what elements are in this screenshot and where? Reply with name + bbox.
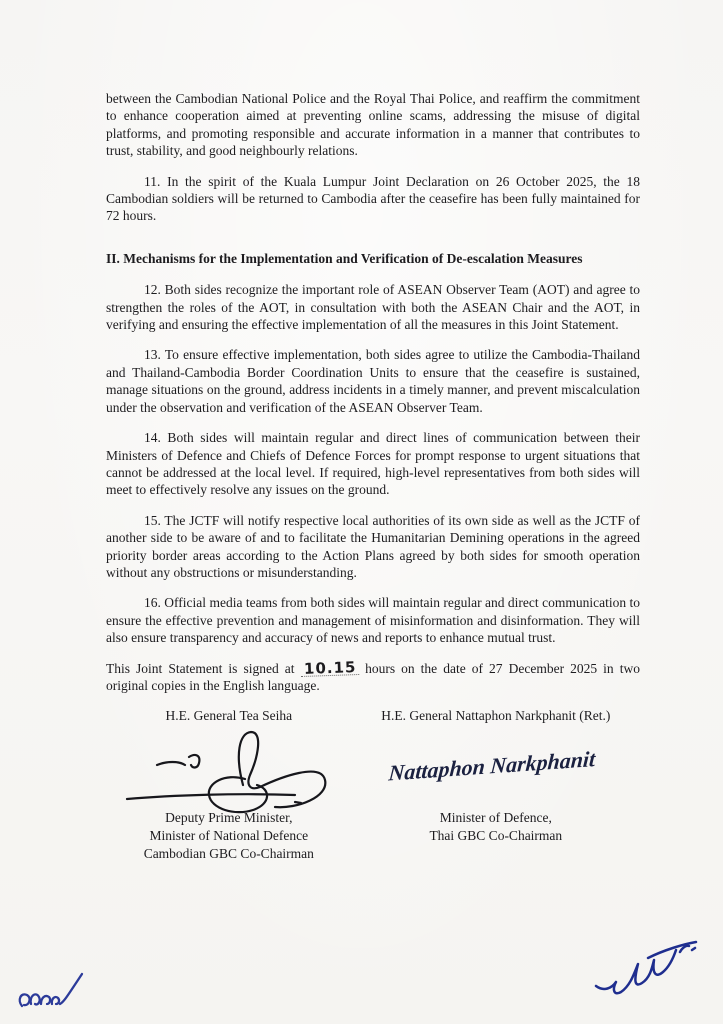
paragraph-16: 16. Official media teams from both sides will maintain regular and direct communication to ensure the effective prevention and management of misinformation and disinformation. They will also ensure transparency and accuracy of news and reports to enhance mutual trust. xyxy=(106,595,640,646)
title-line: Cambodian GBC Co-Chairman xyxy=(143,845,314,861)
signing-statement xyxy=(106,657,640,695)
paragraph-12: 12. Both sides recognize the important role of ASEAN Observer Team (AOT) and agree to strengthen the roles of the AOT, in consultation with both the ASEAN Chair and the AOT, in verifying and ensuring the effective implementation of all the measures in this Joint Statement. xyxy=(106,282,640,333)
signatory-cambodia xyxy=(106,707,352,862)
signature-block xyxy=(106,707,640,862)
paragraph-continuation: between the Cambodian National Police and the Royal Thai Police, and reaffirm the commitment to enhance cooperation aimed at preventing online scams, addressing the misuse of digital platforms, and promoting responsible and accurate information in a manner that contributes to trust, stability, and good neighbourly relations. xyxy=(106,91,640,159)
title-line: Minister of National Defence xyxy=(149,827,309,843)
cambodia-signature-icon xyxy=(123,727,335,823)
section-heading: II. Mechanisms for the Implementation and Verification of De-escalation Measures xyxy=(106,250,583,266)
signing-statement-prefix: This Joint Statement is signed at xyxy=(106,660,301,676)
page-initial-left xyxy=(14,962,92,1024)
initial-left-scribble-icon xyxy=(14,962,92,1020)
signatory-cambodia-name: H.E. General Tea Seiha xyxy=(165,708,293,724)
signing-statement-suffix: hours on the date of 27 December 2025 in two original copies in the English language. xyxy=(106,660,640,693)
paragraph-13: 13. To ensure effective implementation, both sides agree to utilize the Cambodia-Thailand and Thailand-Cambodia Border Coordination Units to ensure that the ceasefire is sustained, manage situations on the ground, address incidents in a timely manner, and prevent miscalculation under the observation and verification of the ASEAN Observer Team. xyxy=(106,347,640,415)
handwritten-time: 10.15 xyxy=(300,661,359,677)
title-line: Thai GBC Co-Chairman xyxy=(429,827,563,843)
signatory-thailand-signature xyxy=(352,727,640,809)
initial-right-scribble-icon xyxy=(588,928,708,1008)
paragraph-14: 14. Both sides will maintain regular and direct lines of communication between their Ministers of Defence and Chiefs of Defence Forces for prompt response to urgent situations that cannot be addressed at the local level. If required, high-level representatives from both sides will meet to effectively resolve any issues on the ground. xyxy=(106,430,640,498)
signatory-thailand xyxy=(352,707,640,862)
document-body xyxy=(106,90,640,863)
paragraph-11: 11. In the spirit of the Kuala Lumpur Joint Declaration on 26 October 2025, the 18 Cambodian soldiers will be returned to Cambodia after the ceasefire has been fully maintained for 72 hours. xyxy=(106,173,640,224)
page-initial-right xyxy=(588,928,708,1013)
thailand-signature-script: Nattaphon Narkphanit xyxy=(387,745,596,786)
thailand-signature-icon xyxy=(386,727,606,809)
signatory-thailand-name: H.E. General Nattaphon Narkphanit (Ret.) xyxy=(381,708,611,724)
signatory-thailand-titles xyxy=(352,809,640,845)
title-line: Minister of Defence, xyxy=(439,809,552,825)
signatory-cambodia-signature xyxy=(106,727,352,809)
paragraph-15: 15. The JCTF will notify respective local authorities of its own side as well as the JCTF of another side to be aware of and to facilitate the Humanitarian Demining operations in the agreed priority border areas according to the Action Plans agreed by both sides for smooth operation without any obstructions or misunderstanding. xyxy=(106,512,640,580)
title-line: Deputy Prime Minister, xyxy=(165,809,293,825)
